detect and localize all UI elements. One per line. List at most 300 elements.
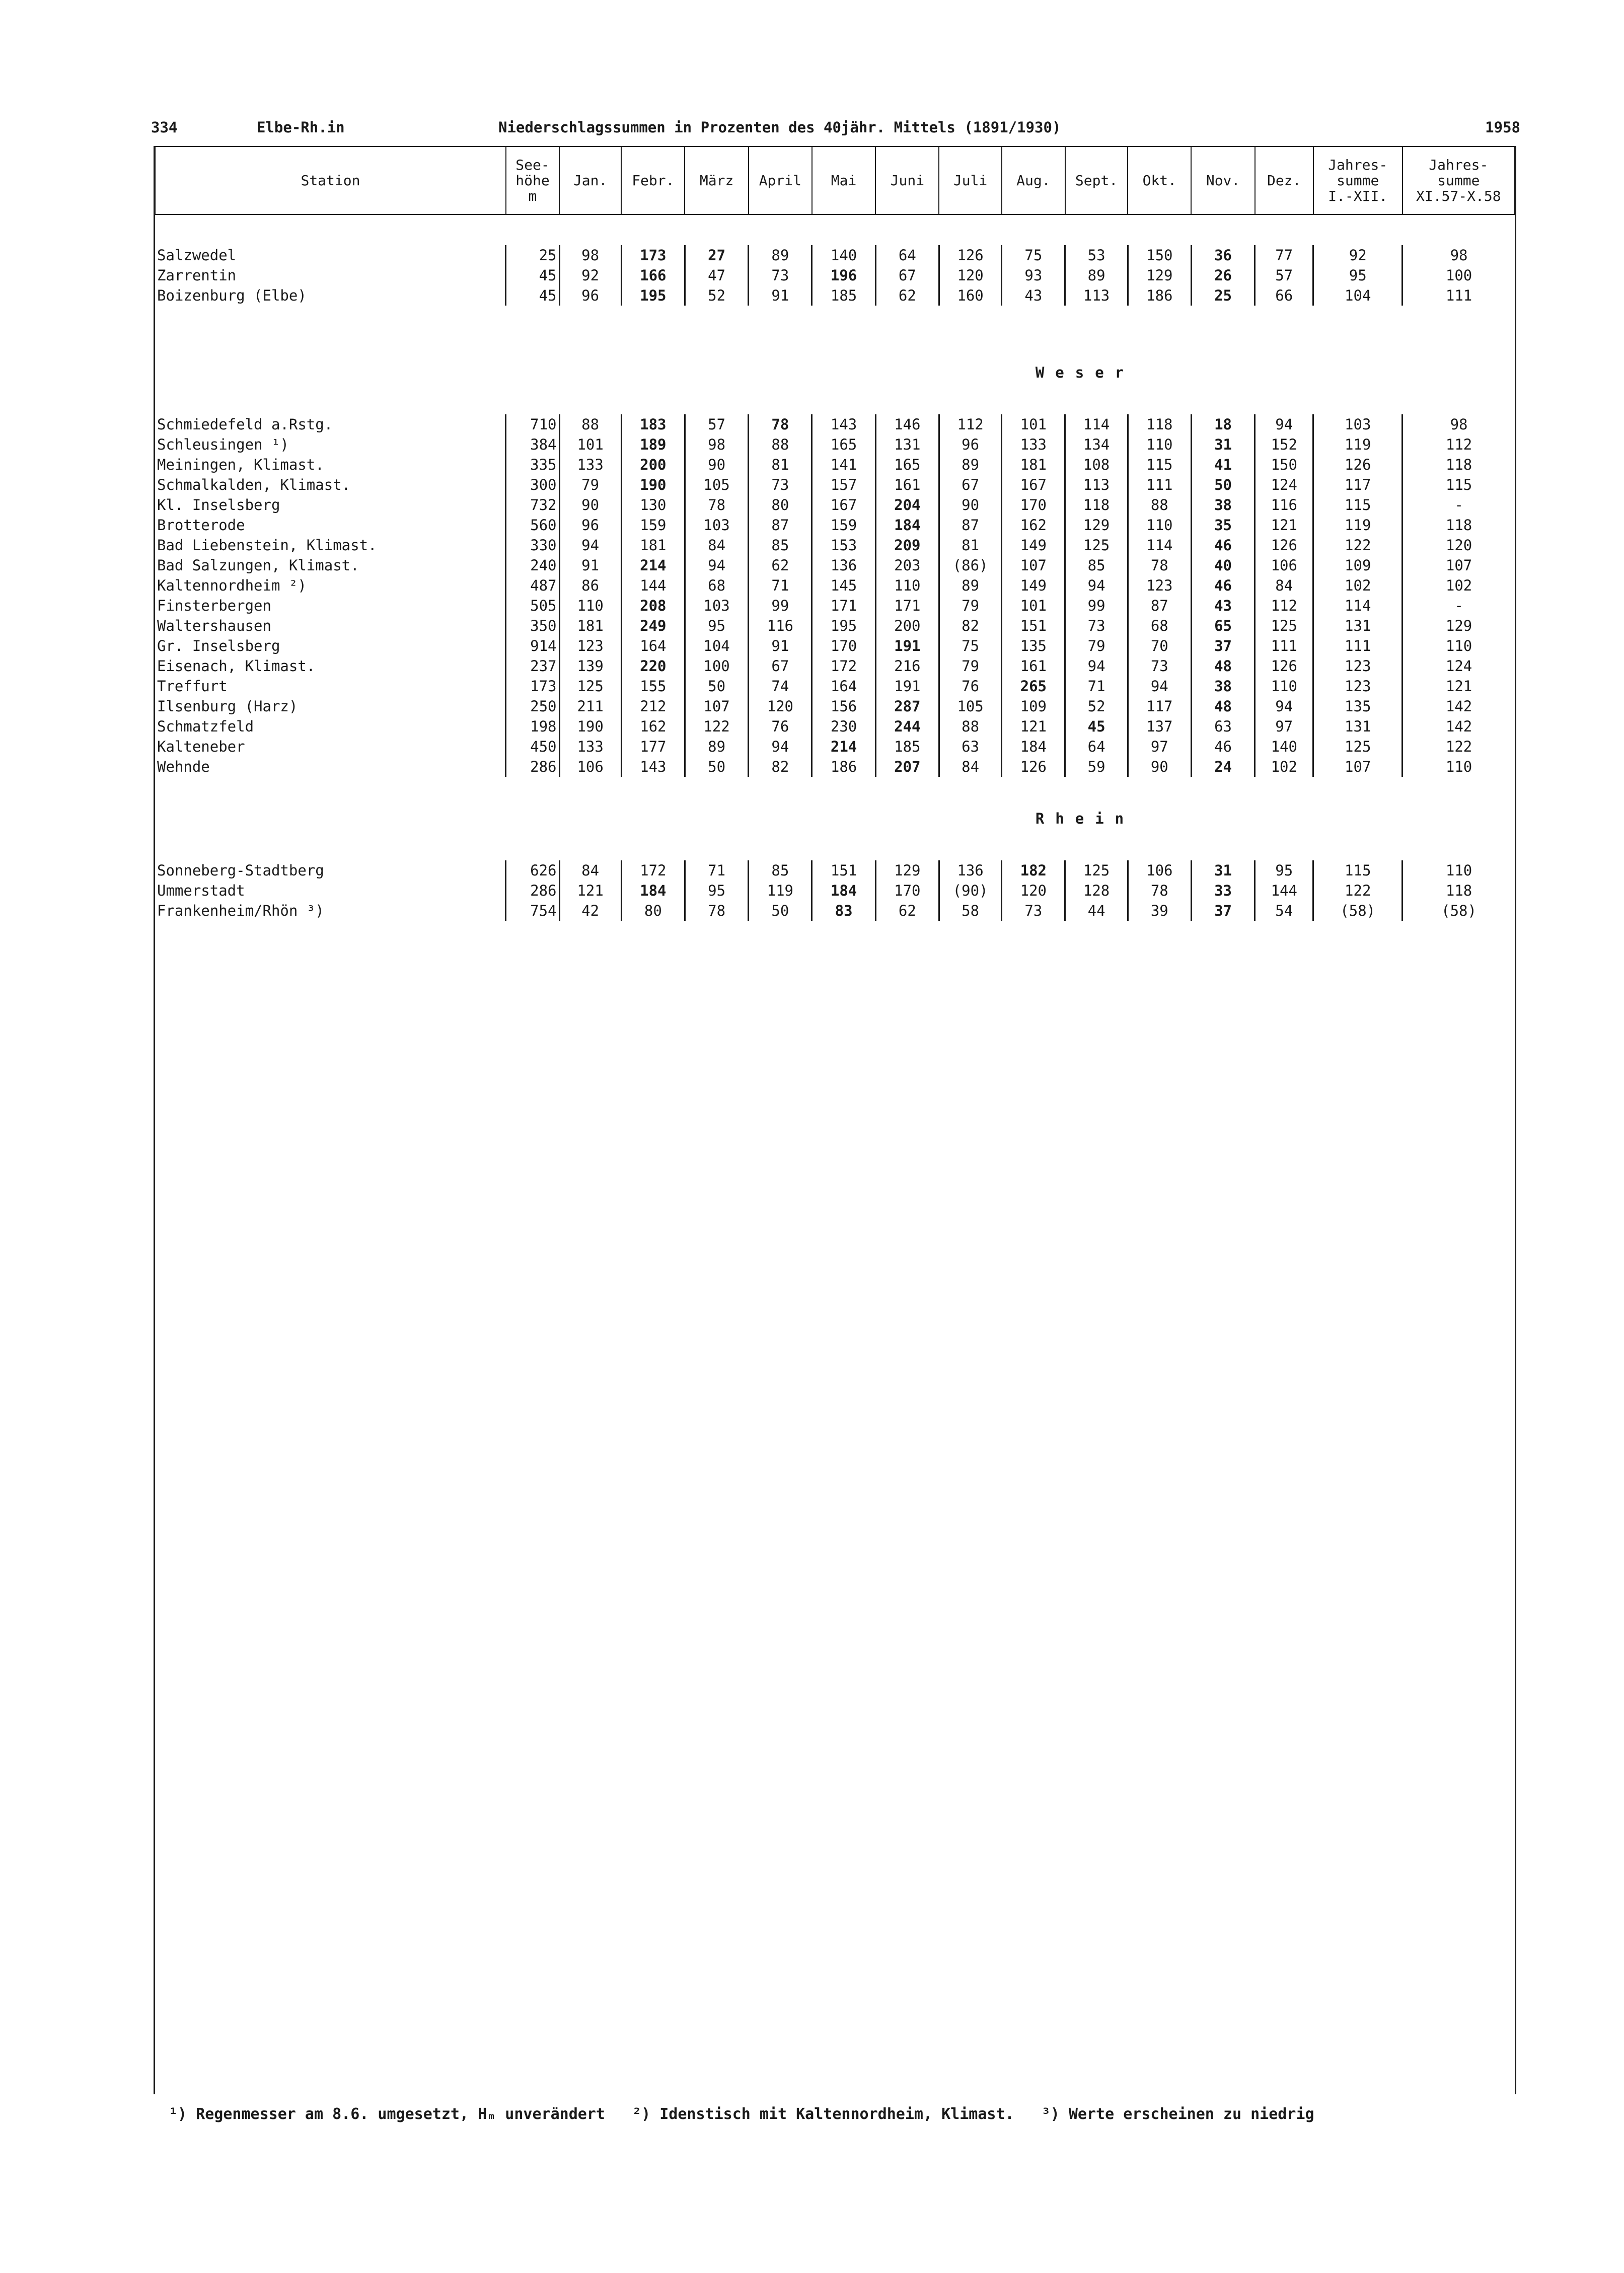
- value-cell: 48: [1191, 656, 1254, 676]
- value-cell: 133: [1002, 434, 1065, 455]
- value-cell: 123: [1128, 575, 1191, 596]
- value-cell: 31: [1191, 860, 1254, 881]
- value-cell: 141: [812, 455, 875, 475]
- value-cell: 87: [1128, 596, 1191, 616]
- value-cell: 171: [875, 596, 939, 616]
- value-cell: 108: [1065, 455, 1128, 475]
- value-cell: 140: [812, 245, 875, 265]
- value-cell: 68: [685, 575, 748, 596]
- value-cell: 85: [749, 860, 812, 881]
- value-cell: 89: [685, 737, 748, 757]
- value-cell: 203: [875, 555, 939, 575]
- value-cell: 90: [559, 495, 621, 515]
- station-height: 754: [506, 901, 559, 921]
- value-cell: 216: [875, 656, 939, 676]
- value-cell: 119: [1313, 515, 1402, 535]
- value-cell: 190: [559, 716, 621, 737]
- value-cell: 99: [749, 596, 812, 616]
- value-cell: 184: [1002, 737, 1065, 757]
- value-cell: 46: [1191, 575, 1254, 596]
- value-cell: 129: [1402, 616, 1515, 636]
- station-name: Gr. Inselsberg: [157, 637, 280, 654]
- value-cell: (86): [939, 555, 1001, 575]
- value-cell: 62: [749, 555, 812, 575]
- col-mar: März: [685, 146, 748, 214]
- value-cell: 186: [812, 757, 875, 777]
- value-cell: 102: [1255, 757, 1313, 777]
- value-cell: 67: [875, 265, 939, 285]
- value-cell: 91: [559, 555, 621, 575]
- station-height: 286: [506, 881, 559, 901]
- station-height: 173: [506, 676, 559, 696]
- value-cell: 79: [939, 596, 1001, 616]
- value-cell: 110: [1128, 434, 1191, 455]
- value-cell: 136: [812, 555, 875, 575]
- value-cell: 102: [1402, 575, 1515, 596]
- value-cell: 24: [1191, 757, 1254, 777]
- value-cell: 189: [621, 434, 685, 455]
- value-cell: 65: [1191, 616, 1254, 636]
- value-cell: 214: [621, 555, 685, 575]
- value-cell: 52: [1065, 696, 1128, 716]
- footnote-3: ³) Werte erscheinen zu niedrig: [1041, 2105, 1314, 2123]
- year-label: 1958: [1485, 119, 1520, 136]
- value-cell: 105: [685, 475, 748, 495]
- table-row: [155, 616, 1515, 636]
- value-cell: 89: [939, 455, 1001, 475]
- value-cell: 164: [621, 636, 685, 656]
- col-feb: Febr.: [621, 146, 685, 214]
- value-cell: 31: [1191, 434, 1254, 455]
- value-cell: 92: [559, 265, 621, 285]
- value-cell: 75: [939, 636, 1001, 656]
- value-cell: 172: [621, 860, 685, 881]
- value-cell: 117: [1128, 696, 1191, 716]
- value-cell: 204: [875, 495, 939, 515]
- value-cell: 122: [1313, 881, 1402, 901]
- value-cell: 79: [939, 656, 1001, 676]
- value-cell: 265: [1002, 676, 1065, 696]
- value-cell: 159: [621, 515, 685, 535]
- value-cell: 106: [559, 757, 621, 777]
- value-cell: 103: [685, 596, 748, 616]
- value-cell: 71: [685, 860, 748, 881]
- station-height: 350: [506, 616, 559, 636]
- value-cell: 64: [1065, 737, 1128, 757]
- value-cell: 181: [621, 535, 685, 555]
- value-cell: 111: [1402, 285, 1515, 306]
- value-cell: 66: [1255, 285, 1313, 306]
- value-cell: 191: [875, 676, 939, 696]
- value-cell: 249: [621, 616, 685, 636]
- value-cell: 185: [875, 737, 939, 757]
- value-cell: 212: [621, 696, 685, 716]
- col-oct: Okt.: [1128, 146, 1191, 214]
- value-cell: 161: [875, 475, 939, 495]
- value-cell: 182: [1002, 860, 1065, 881]
- section-rhein: [155, 807, 1515, 830]
- table-row: [155, 757, 1515, 777]
- station-name: Ilsenburg (Harz): [157, 698, 298, 715]
- station-name: Schmiedefeld a.Rstg.: [157, 416, 333, 433]
- value-cell: 101: [1002, 596, 1065, 616]
- value-cell: 133: [559, 455, 621, 475]
- value-cell: 96: [939, 434, 1001, 455]
- station-name: Bad Liebenstein, Klimast.: [157, 537, 377, 554]
- value-cell: 84: [685, 535, 748, 555]
- station-height: 732: [506, 495, 559, 515]
- precipitation-table: [155, 146, 1515, 921]
- value-cell: 96: [559, 285, 621, 306]
- value-cell: 114: [1128, 535, 1191, 555]
- value-cell: 106: [1255, 555, 1313, 575]
- value-cell: 95: [1313, 265, 1402, 285]
- value-cell: 85: [749, 535, 812, 555]
- value-cell: 84: [1255, 575, 1313, 596]
- value-cell: 78: [685, 901, 748, 921]
- value-cell: 167: [1002, 475, 1065, 495]
- table-row: [155, 555, 1515, 575]
- value-cell: 150: [1128, 245, 1191, 265]
- value-cell: 50: [1191, 475, 1254, 495]
- value-cell: 190: [621, 475, 685, 495]
- spacer-row: [155, 384, 1515, 414]
- value-cell: 114: [1065, 414, 1128, 434]
- value-cell: 135: [1002, 636, 1065, 656]
- value-cell: 118: [1402, 455, 1515, 475]
- value-cell: 97: [1128, 737, 1191, 757]
- value-cell: 135: [1313, 696, 1402, 716]
- station-height: 198: [506, 716, 559, 737]
- value-cell: 126: [1255, 656, 1313, 676]
- value-cell: 96: [559, 515, 621, 535]
- col-jul: Juli: [939, 146, 1001, 214]
- value-cell: 57: [685, 414, 748, 434]
- value-cell: 120: [939, 265, 1001, 285]
- table-row: [155, 285, 1515, 306]
- col-apr: April: [749, 146, 812, 214]
- value-cell: 113: [1065, 475, 1128, 495]
- value-cell: 184: [812, 881, 875, 901]
- table-row: [155, 434, 1515, 455]
- value-cell: 128: [1065, 881, 1128, 901]
- value-cell: 105: [939, 696, 1001, 716]
- value-cell: 131: [875, 434, 939, 455]
- value-cell: 125: [1313, 737, 1402, 757]
- value-cell: 91: [749, 636, 812, 656]
- value-cell: 40: [1191, 555, 1254, 575]
- value-cell: 207: [875, 757, 939, 777]
- table-row: [155, 475, 1515, 495]
- value-cell: 87: [939, 515, 1001, 535]
- value-cell: 80: [621, 901, 685, 921]
- table-row: [155, 636, 1515, 656]
- table-row: [155, 881, 1515, 901]
- station-height: 626: [506, 860, 559, 881]
- value-cell: 164: [812, 676, 875, 696]
- page-number: 334: [151, 119, 178, 136]
- value-cell: 134: [1065, 434, 1128, 455]
- value-cell: 123: [559, 636, 621, 656]
- value-cell: 41: [1191, 455, 1254, 475]
- value-cell: 38: [1191, 495, 1254, 515]
- value-cell: 171: [812, 596, 875, 616]
- value-cell: 162: [621, 716, 685, 737]
- value-cell: 173: [621, 245, 685, 265]
- value-cell: 131: [1313, 616, 1402, 636]
- value-cell: 84: [939, 757, 1001, 777]
- value-cell: 50: [685, 676, 748, 696]
- col-dec: Dez.: [1255, 146, 1313, 214]
- station-height: 560: [506, 515, 559, 535]
- value-cell: 37: [1191, 636, 1254, 656]
- value-cell: 64: [875, 245, 939, 265]
- value-cell: 81: [939, 535, 1001, 555]
- table-row: [155, 265, 1515, 285]
- table-row: [155, 495, 1515, 515]
- value-cell: 153: [812, 535, 875, 555]
- value-cell: 50: [749, 901, 812, 921]
- value-cell: 62: [875, 285, 939, 306]
- value-cell: 98: [1402, 414, 1515, 434]
- value-cell: 74: [749, 676, 812, 696]
- value-cell: 73: [1128, 656, 1191, 676]
- value-cell: 100: [1402, 265, 1515, 285]
- value-cell: 94: [1128, 676, 1191, 696]
- value-cell: 91: [749, 285, 812, 306]
- value-cell: 115: [1313, 495, 1402, 515]
- value-cell: 159: [812, 515, 875, 535]
- station-name: Ummerstadt: [157, 882, 245, 899]
- value-cell: (58): [1402, 901, 1515, 921]
- value-cell: 94: [1065, 575, 1128, 596]
- station-name: Waltershausen: [157, 617, 271, 634]
- table-row: [155, 414, 1515, 434]
- value-cell: 79: [559, 475, 621, 495]
- value-cell: 120: [1402, 535, 1515, 555]
- station-name: Frankenheim/Rhön ³): [157, 902, 324, 919]
- footnote-2: ²) Idenstisch mit Kaltennordheim, Klimast.: [632, 2105, 1014, 2123]
- value-cell: 125: [1065, 860, 1128, 881]
- value-cell: 126: [1255, 535, 1313, 555]
- value-cell: 110: [875, 575, 939, 596]
- value-cell: 196: [812, 265, 875, 285]
- value-cell: 166: [621, 265, 685, 285]
- value-cell: 63: [939, 737, 1001, 757]
- value-cell: 84: [559, 860, 621, 881]
- value-cell: 244: [875, 716, 939, 737]
- page-header: [151, 119, 1520, 144]
- table-row: [155, 716, 1515, 737]
- station-height: 505: [506, 596, 559, 616]
- value-cell: 109: [1313, 555, 1402, 575]
- value-cell: -: [1402, 495, 1515, 515]
- value-cell: 45: [1065, 716, 1128, 737]
- value-cell: 46: [1191, 737, 1254, 757]
- value-cell: 120: [749, 696, 812, 716]
- spacer-row: [155, 777, 1515, 807]
- table-row: [155, 860, 1515, 881]
- value-cell: 88: [939, 716, 1001, 737]
- col-nov: Nov.: [1191, 146, 1254, 214]
- value-cell: 99: [1065, 596, 1128, 616]
- value-cell: 46: [1191, 535, 1254, 555]
- value-cell: 104: [685, 636, 748, 656]
- value-cell: 151: [1002, 616, 1065, 636]
- station-name: Salzwedel: [157, 247, 237, 264]
- value-cell: 100: [685, 656, 748, 676]
- value-cell: 157: [812, 475, 875, 495]
- value-cell: 78: [749, 414, 812, 434]
- value-cell: 83: [812, 901, 875, 921]
- value-cell: 93: [1002, 265, 1065, 285]
- station-height: 384: [506, 434, 559, 455]
- value-cell: 104: [1313, 285, 1402, 306]
- value-cell: 130: [621, 495, 685, 515]
- value-cell: 145: [812, 575, 875, 596]
- value-cell: 200: [621, 455, 685, 475]
- table-row: [155, 656, 1515, 676]
- value-cell: 170: [1002, 495, 1065, 515]
- value-cell: 122: [1402, 737, 1515, 757]
- value-cell: 94: [1065, 656, 1128, 676]
- station-height: 250: [506, 696, 559, 716]
- value-cell: 36: [1191, 245, 1254, 265]
- value-cell: 107: [685, 696, 748, 716]
- value-cell: 115: [1128, 455, 1191, 475]
- value-cell: 73: [1002, 901, 1065, 921]
- value-cell: 131: [1313, 716, 1402, 737]
- value-cell: 88: [559, 414, 621, 434]
- value-cell: 39: [1128, 901, 1191, 921]
- col-jun: Juni: [875, 146, 939, 214]
- value-cell: 90: [685, 455, 748, 475]
- table-row: [155, 696, 1515, 716]
- value-cell: 191: [875, 636, 939, 656]
- table-row: [155, 737, 1515, 757]
- value-cell: 167: [812, 495, 875, 515]
- value-cell: 94: [1255, 696, 1313, 716]
- value-cell: 140: [1255, 737, 1313, 757]
- value-cell: 126: [939, 245, 1001, 265]
- value-cell: 195: [621, 285, 685, 306]
- value-cell: 112: [1402, 434, 1515, 455]
- value-cell: 177: [621, 737, 685, 757]
- value-cell: 86: [559, 575, 621, 596]
- value-cell: 54: [1255, 901, 1313, 921]
- station-name: Kalteneber: [157, 738, 245, 755]
- value-cell: 81: [749, 455, 812, 475]
- value-cell: 143: [812, 414, 875, 434]
- value-cell: 209: [875, 535, 939, 555]
- value-cell: 95: [685, 616, 748, 636]
- value-cell: 112: [1255, 596, 1313, 616]
- value-cell: 58: [939, 901, 1001, 921]
- value-cell: 115: [1313, 860, 1402, 881]
- value-cell: (90): [939, 881, 1001, 901]
- value-cell: 98: [559, 245, 621, 265]
- station-name: Schleusingen ¹): [157, 436, 289, 453]
- value-cell: 184: [875, 515, 939, 535]
- value-cell: 35: [1191, 515, 1254, 535]
- value-cell: 110: [1128, 515, 1191, 535]
- station-height: 330: [506, 535, 559, 555]
- station-name: Treffurt: [157, 678, 228, 695]
- value-cell: 214: [812, 737, 875, 757]
- station-height: 914: [506, 636, 559, 656]
- col-height: See- höhe m: [506, 146, 559, 214]
- value-cell: 94: [1255, 414, 1313, 434]
- value-cell: 110: [1402, 757, 1515, 777]
- value-cell: 118: [1065, 495, 1128, 515]
- table-header-row: [155, 146, 1515, 214]
- value-cell: 90: [939, 495, 1001, 515]
- station-name: Finsterbergen: [157, 597, 271, 614]
- value-cell: 25: [1191, 285, 1254, 306]
- station-height: 487: [506, 575, 559, 596]
- value-cell: 181: [559, 616, 621, 636]
- value-cell: 111: [1128, 475, 1191, 495]
- value-cell: 53: [1065, 245, 1128, 265]
- value-cell: 125: [1255, 616, 1313, 636]
- value-cell: 78: [1128, 555, 1191, 575]
- station-height: 286: [506, 757, 559, 777]
- value-cell: 73: [749, 265, 812, 285]
- spacer-row: [155, 214, 1515, 245]
- value-cell: 75: [1002, 245, 1065, 265]
- value-cell: 37: [1191, 901, 1254, 921]
- col-sep: Sept.: [1065, 146, 1128, 214]
- table-row: [155, 575, 1515, 596]
- value-cell: 122: [685, 716, 748, 737]
- value-cell: 73: [749, 475, 812, 495]
- value-cell: 126: [1313, 455, 1402, 475]
- section-rhein-title: Rhein: [1035, 810, 1135, 827]
- value-cell: 150: [1255, 455, 1313, 475]
- value-cell: 118: [1402, 515, 1515, 535]
- value-cell: 71: [1065, 676, 1128, 696]
- value-cell: 94: [749, 737, 812, 757]
- station-name: Wehnde: [157, 758, 210, 775]
- value-cell: 33: [1191, 881, 1254, 901]
- value-cell: 110: [559, 596, 621, 616]
- value-cell: 230: [812, 716, 875, 737]
- value-cell: 115: [1402, 475, 1515, 495]
- value-cell: 101: [559, 434, 621, 455]
- value-cell: 26: [1191, 265, 1254, 285]
- value-cell: 107: [1313, 757, 1402, 777]
- value-cell: 18: [1191, 414, 1254, 434]
- value-cell: 172: [812, 656, 875, 676]
- table-row: [155, 455, 1515, 475]
- value-cell: 38: [1191, 676, 1254, 696]
- value-cell: 186: [1128, 285, 1191, 306]
- value-cell: 139: [559, 656, 621, 676]
- value-cell: 220: [621, 656, 685, 676]
- value-cell: 88: [1128, 495, 1191, 515]
- value-cell: 121: [1402, 676, 1515, 696]
- value-cell: 102: [1313, 575, 1402, 596]
- value-cell: 165: [812, 434, 875, 455]
- value-cell: 156: [812, 696, 875, 716]
- page-title: Niederschlagssummen in Prozenten des 40jähr. Mittels (1891/1930): [498, 119, 1061, 136]
- value-cell: 165: [875, 455, 939, 475]
- value-cell: 103: [685, 515, 748, 535]
- value-cell: 122: [1313, 535, 1402, 555]
- value-cell: 63: [1191, 716, 1254, 737]
- value-cell: 185: [812, 285, 875, 306]
- station-name: Boizenburg (Elbe): [157, 287, 307, 304]
